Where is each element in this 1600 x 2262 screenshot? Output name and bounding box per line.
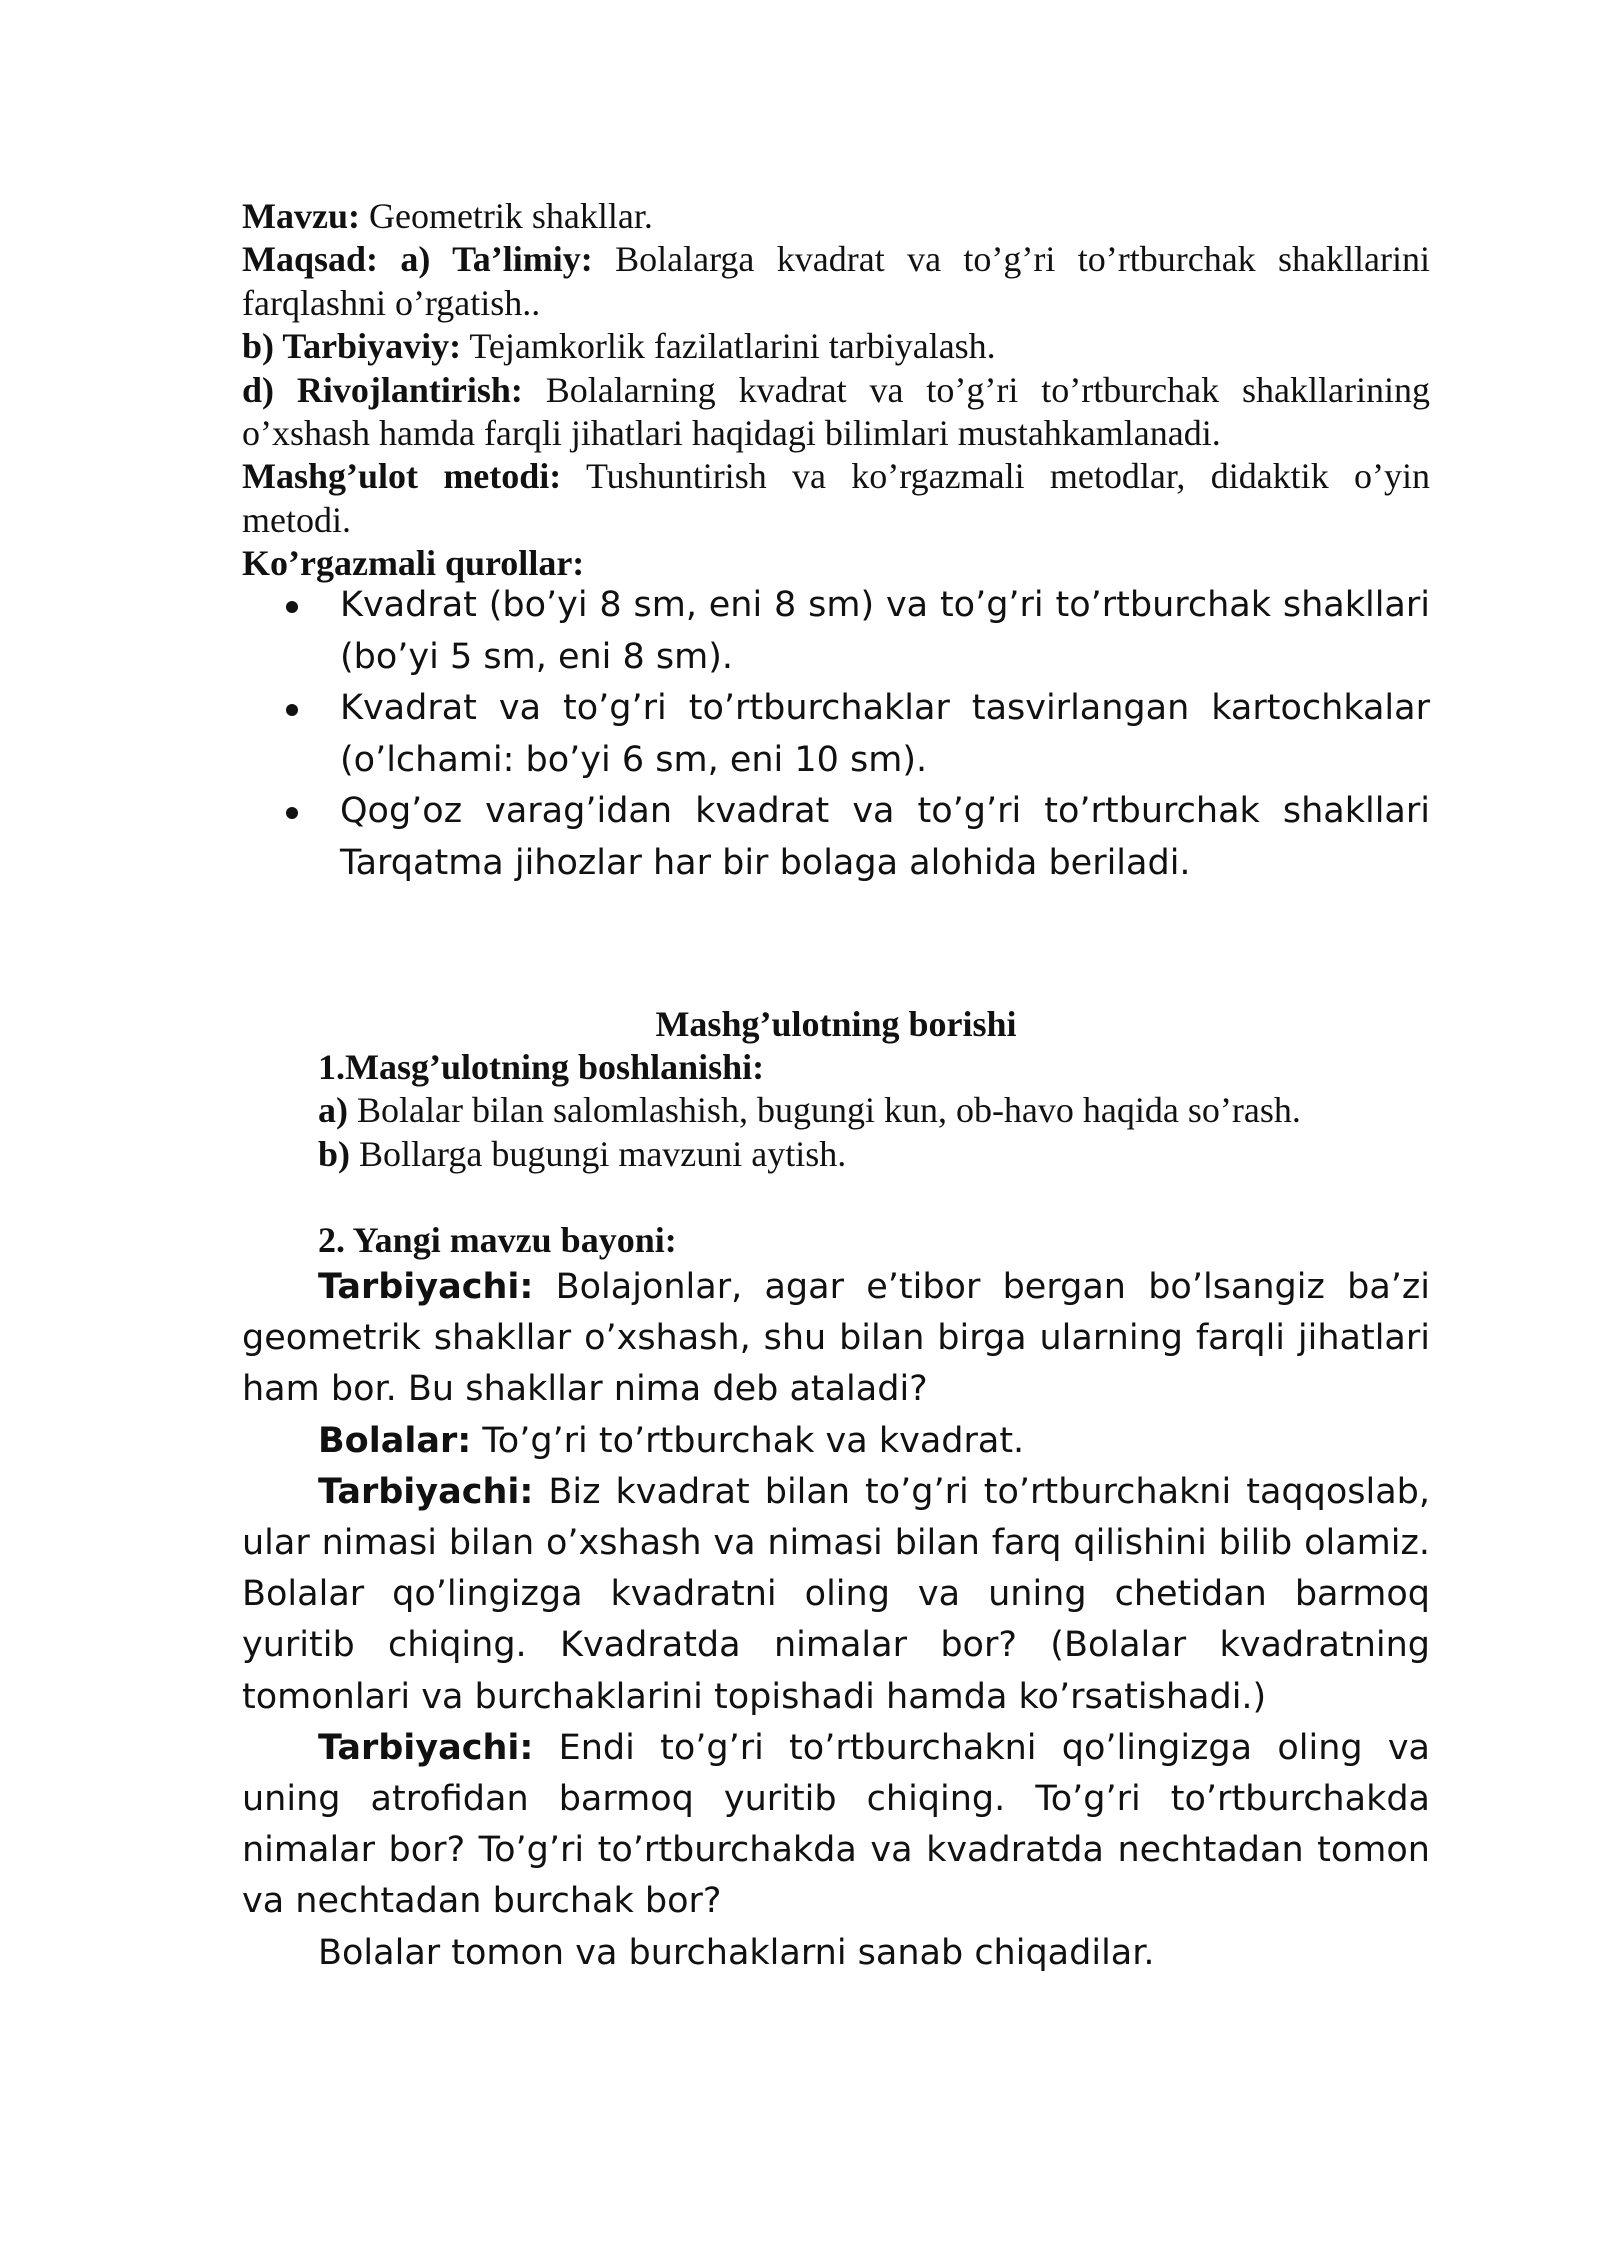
dialogue-text: Biz kvadrat bilan to’g’ri to’rtburchakni taqqoslab, ular nimasi bilan o’xshash va nimasi bilan farq qilishini bilib olamiz. Bolalar qo’lingizga kvadratni oling va uning chetidan barmoq yuritib chiqing. Kvadratda nimalar bor? (Bolalar kvadratning tomonlari va burchaklarini topishadi hamda ko’rsatishadi.) (242, 1471, 1430, 1717)
dialogue-text: To’g’ri to’rtburchak va kvadrat. (471, 1420, 1025, 1461)
dialogue-paragraph (242, 1723, 1430, 1928)
dialogue-text: Bolalar tomon va burchaklarni sanab chiqadilar. (318, 1932, 1155, 1973)
method-line (242, 455, 1430, 542)
upbringing-label: b) Tarbiyaviy: (242, 326, 462, 367)
section1-title: 1.Masg’ulotning boshlanishi: (318, 1047, 765, 1087)
section-heading: Mashg’ulotning borishi (655, 1004, 1017, 1044)
step-b (318, 1133, 1418, 1176)
speaker-label: Tarbiyachi: (318, 1267, 534, 1307)
topic-text: Geometrik shakllar. (359, 196, 653, 236)
dialogue (242, 1262, 1430, 1979)
dialogue-paragraph (242, 1262, 1430, 1416)
bullet-icon (286, 601, 298, 613)
development-text: Bolalarning kvadrat va to’g’ri to’rtburchak shakllarining o’xshash hamda farqli jihatlari haqidagi bilimlari mustahkamlanadi. (242, 369, 1430, 454)
speaker-label: Tarbiyachi: (318, 1471, 534, 1512)
bullet-icon (286, 807, 298, 819)
dialogue-text: Bolajonlar, agar e’tibor bergan bo’lsangiz ba’zi geometrik shakllar o’xshash, shu bilan birga ularning farqli jihatlari ham bor. Bu shakllar nima deb ataladi? (242, 1267, 1430, 1410)
speaker-label: Bolalar: (318, 1420, 472, 1461)
list-item (242, 683, 1430, 786)
topic-label: Mavzu: (242, 196, 360, 236)
section2-title: 2. Yangi mavzu bayoni: (318, 1220, 677, 1260)
step-b-text: Bollarga bugungi mavzuni aytish. (350, 1133, 847, 1174)
development-line (242, 369, 1430, 456)
dialogue-paragraph (242, 1928, 1430, 1979)
method-label: Mashg’ulot metodi: (242, 456, 562, 497)
list-item (242, 580, 1430, 683)
lesson-header (242, 195, 1430, 586)
method-text: Tushuntirish va ko’rgazmali metodlar, didaktik o’yin metodi. (242, 456, 1430, 540)
visual-aids-list (242, 580, 1430, 889)
dialogue-text: Endi to’g’ri to’rtburchakni qo’lingizga oling va uning atrofidan barmoq yuritib chiqing. To’g’ri to’rtburchakda nimalar bor? To’g’ri to’rtburchakda va kvadratda nechtadan tomon va nechtadan burchak bor? (242, 1727, 1430, 1922)
visual-aids-label: Ko’rgazmali qurollar: (242, 543, 585, 584)
dialogue-paragraph (242, 1416, 1430, 1467)
topic-line (242, 195, 1430, 238)
list-item-text: Qog’oz varag’idan kvadrat va to’g’ri to’rtburchak shakllari Tarqatma jihozlar har bir bolaga alohida beriladi. (340, 791, 1430, 883)
speaker-label: Tarbiyachi: (318, 1727, 534, 1768)
goal-line (242, 238, 1430, 325)
list-item-text: Kvadrat va to’g’ri to’rtburchaklar tasvirlangan kartochkalar (o’lchami: bo’yi 6 sm, eni 10 sm). (340, 688, 1430, 780)
step-b-label: b) (318, 1133, 351, 1174)
goal-text: Bolalarga kvadrat va to’g’ri to’rtburchak shakllarini farqlashni o’rgatish.. (242, 239, 1430, 323)
development-label: d) Rivojlantirish: (242, 369, 523, 410)
list-item-text: Kvadrat (bo’yi 8 sm, eni 8 sm) va to’g’ri to’rtburchak shakllari (bo’yi 5 sm, eni 8 sm). (340, 585, 1430, 677)
step-a (318, 1089, 1418, 1132)
goal-label: Maqsad: a) Ta’limiy: (242, 239, 593, 280)
step-a-label: a) (318, 1090, 348, 1131)
step-a-text: Bolalar bilan salomlashish, bugungi kun, ob-havo haqida so’rash. (348, 1090, 1301, 1131)
upbringing-line (242, 325, 1430, 368)
lesson-start (318, 1046, 1418, 1176)
bullet-icon (286, 704, 298, 716)
dialogue-paragraph (242, 1467, 1430, 1723)
list-item (242, 786, 1430, 889)
upbringing-text: Tejamkorlik fazilatlarini tarbiyalash. (461, 326, 996, 367)
